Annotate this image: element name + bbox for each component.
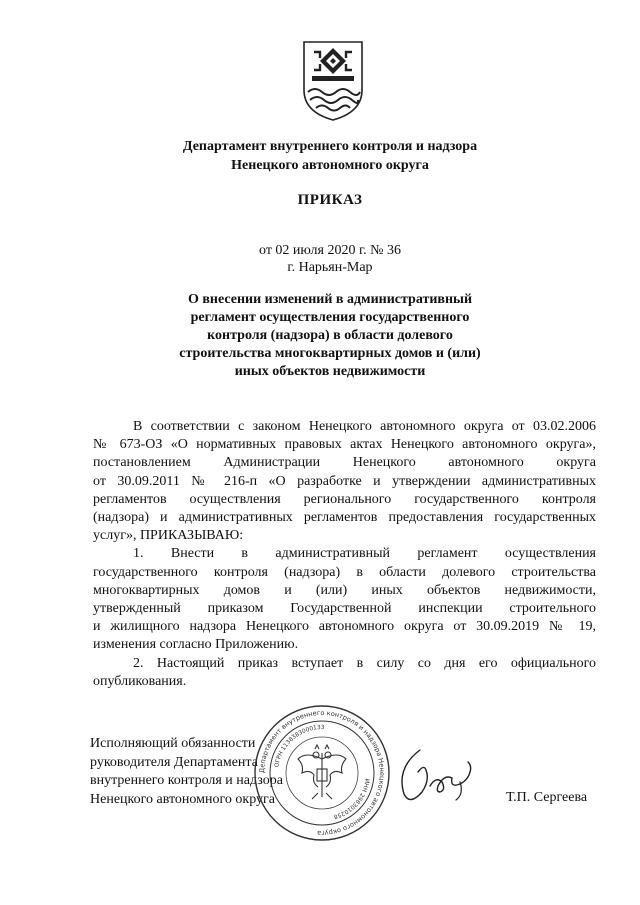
body-line: утвержденный приказом Государственной инспекции строительного <box>93 601 596 617</box>
order-date-number: от 02 июля 2020 г. № 36 <box>259 243 401 258</box>
seal-ogrn-text: ОГРН 1138383000133 <box>274 724 325 768</box>
handwritten-signature <box>390 742 490 812</box>
order-city: г. Нарьян-Мар <box>287 260 373 275</box>
seal-inn-text: ИНН 2983010258 <box>332 778 370 820</box>
official-seal <box>252 703 392 843</box>
coat-of-arms-icon <box>300 38 366 122</box>
signatory-name: Т.П. Сергеева <box>506 790 588 805</box>
subject-line: регламент осуществления государственного <box>190 310 470 325</box>
body-line: 1. Внести в административный регламент осуществления <box>133 546 596 562</box>
body-line: опубликования. <box>93 673 187 689</box>
body-line: постановлением Администрации Ненецкого автономного округа <box>93 455 596 471</box>
order-body-text <box>93 418 596 691</box>
subject-line: О внесении изменений в административный <box>187 292 473 307</box>
department-name-line2: Ненецкого автономного округа <box>231 158 429 173</box>
department-name-line1: Департамент внутреннего контроля и надзора <box>182 139 478 154</box>
body-line: изменения согласно Приложению. <box>93 637 299 653</box>
subject-line: строительства многоквартирных домов и (или) <box>179 346 481 361</box>
subject-line: контроля (надзора) в области долевого <box>207 328 453 343</box>
position-line: Ненецкого автономного округа <box>90 791 275 807</box>
position-line: руководителя Департамента <box>90 754 258 770</box>
position-line: Исполняющий обязанности <box>90 736 256 751</box>
body-line: № 673-ОЗ «О нормативных правовых актах Ненецкого автономного округа», <box>93 437 596 453</box>
body-line: услуг», ПРИКАЗЫВАЮ: <box>93 528 244 544</box>
seal-outer-text: Департамент внутреннего контроля и надзора Ненецкого автономного округа <box>257 708 387 838</box>
order-subject <box>150 291 510 381</box>
body-line: многоквартирных домов и (или) иных объектов недвижимости, <box>93 582 596 598</box>
document-type-title: ПРИКАЗ <box>297 192 363 208</box>
position-line: внутреннего контроля и надзора <box>90 773 283 788</box>
body-line: от 30.09.2011 № 216-п «О разработке и утверждении административных <box>93 473 596 489</box>
body-line: 2. Настоящий приказ вступает в силу со дня его официального <box>133 655 596 671</box>
body-line: регламентов осуществления регионального государственного контроля <box>93 491 596 507</box>
body-line: и жилищного надзора Ненецкого автономного округа от 30.09.2019 № 19, <box>93 619 596 635</box>
body-line: В соответствии с законом Ненецкого автономного округа от 03.02.2006 <box>133 419 596 434</box>
body-line: (надзора) и административных регламентов предоставления государственных <box>93 510 596 526</box>
body-line: государственного контроля (надзора) в области долевого строительства <box>93 564 596 580</box>
subject-line: иных объектов недвижимости <box>234 364 426 379</box>
eagle-emblem-icon <box>298 745 346 799</box>
